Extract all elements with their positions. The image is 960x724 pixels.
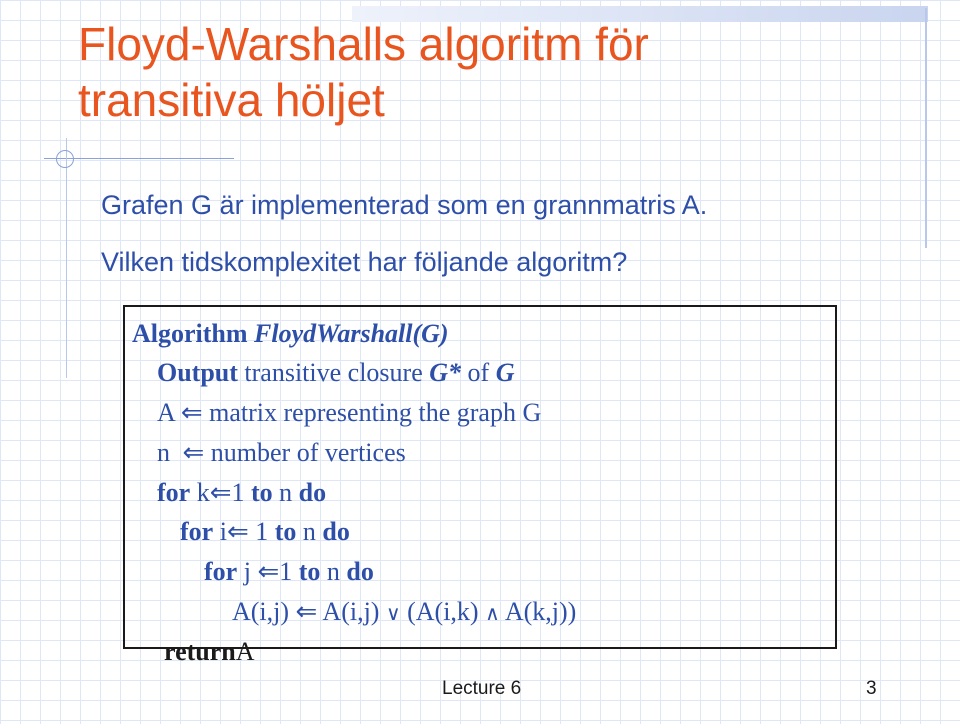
- algorithm-name: FloydWarshall(G): [254, 319, 449, 348]
- line-n-text: number of vertices: [210, 438, 406, 467]
- keyword-return: return: [164, 637, 236, 666]
- decorative-right-line: [925, 8, 927, 248]
- return-var: A: [235, 637, 255, 666]
- value-one: 1: [231, 478, 245, 507]
- value-one: 1: [255, 517, 269, 546]
- algorithm-for-i: [180, 516, 350, 548]
- algorithm-line-a: [157, 397, 541, 429]
- bullet-1: Grafen G är implementerad som en grannmatris A.: [101, 190, 708, 220]
- output-of: of: [467, 358, 490, 387]
- keyword-output: Output: [157, 358, 238, 387]
- keyword-do: do: [322, 517, 350, 546]
- var-k: k: [196, 478, 210, 507]
- keyword-to: to: [251, 478, 273, 507]
- algorithm-line-n: [157, 437, 406, 469]
- keyword-for: for: [204, 557, 238, 586]
- keyword-algorithm: Algorithm: [132, 319, 248, 348]
- footer-page-number: 3: [866, 678, 877, 699]
- var-n: n: [326, 557, 340, 586]
- algorithm-output-line: [157, 357, 515, 389]
- var-n: n: [302, 517, 316, 546]
- keyword-do: do: [298, 478, 327, 507]
- output-text: transitive closure: [244, 358, 423, 387]
- footer-lecture: Lecture 6: [442, 678, 522, 699]
- output-g-star: G*: [429, 358, 462, 387]
- keyword-to: to: [298, 557, 321, 586]
- update-rhs-2: (A(i,k): [407, 597, 479, 626]
- keyword-for: for: [157, 478, 191, 507]
- update-lhs: A(i,j): [232, 597, 290, 626]
- decorative-left-line: [66, 138, 67, 378]
- decorative-circle-icon: [56, 150, 74, 168]
- keyword-to: to: [274, 517, 297, 546]
- arrow-left-icon: ⇐: [182, 438, 205, 467]
- var-a: A: [157, 398, 175, 427]
- value-one: 1: [279, 557, 293, 586]
- update-rhs-3: A(k,j)): [504, 597, 577, 626]
- output-g: G: [495, 358, 515, 387]
- arrow-left-icon: ⇐: [295, 597, 318, 626]
- var-i: i: [219, 517, 227, 546]
- algorithm-return-line: [164, 636, 255, 668]
- algorithm-header: [132, 318, 449, 350]
- arrow-left-icon: ⇐: [180, 398, 203, 427]
- or-symbol: ∨: [385, 603, 401, 625]
- arrow-left-icon: ⇐: [226, 517, 249, 546]
- keyword-for: for: [180, 517, 214, 546]
- and-symbol: ∧: [485, 603, 500, 625]
- arrow-left-icon: ⇐: [209, 478, 232, 507]
- keyword-do: do: [346, 557, 374, 586]
- algorithm-for-j: [204, 556, 374, 588]
- var-n: n: [157, 438, 170, 467]
- algorithm-update-line: [232, 596, 576, 630]
- arrow-left-icon: ⇐: [257, 557, 280, 586]
- bullet-2: Vilken tidskomplexitet har följande algoritm?: [101, 247, 628, 277]
- algorithm-for-k: [157, 477, 326, 509]
- var-n: n: [279, 478, 293, 507]
- var-j: j: [243, 557, 251, 586]
- slide-title: Floyd-Warshalls algoritm för transitiva höljet: [78, 18, 649, 126]
- line-a-text: matrix representing the graph G: [209, 398, 542, 427]
- update-rhs-1: A(i,j): [322, 597, 380, 626]
